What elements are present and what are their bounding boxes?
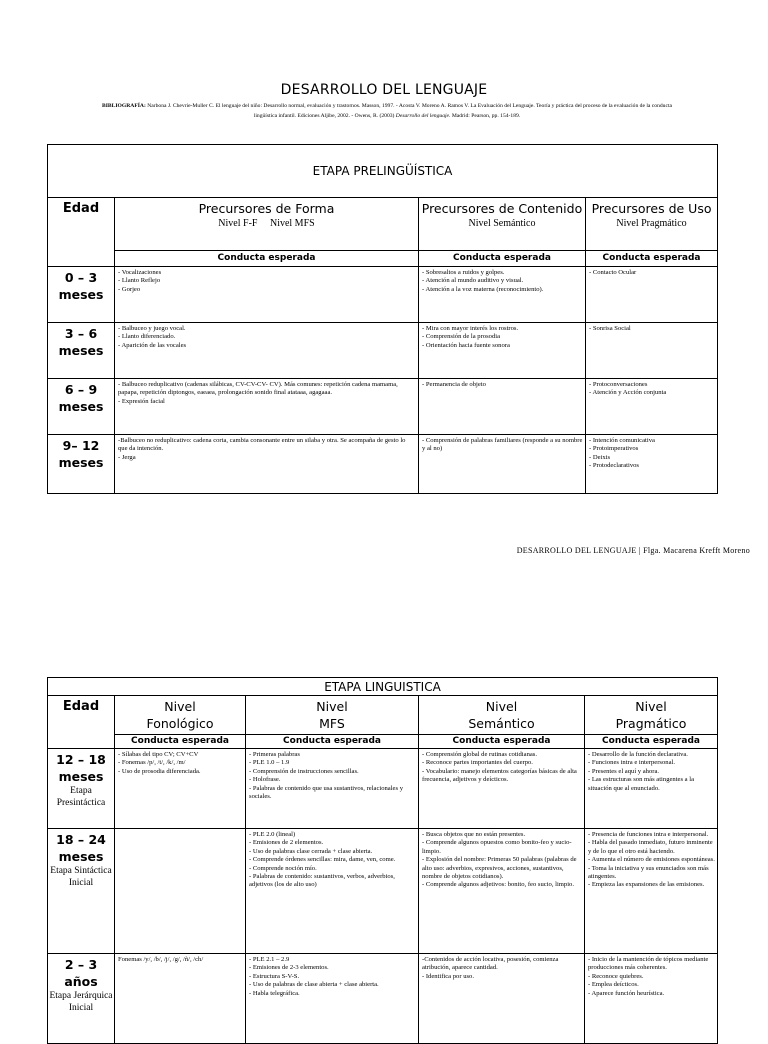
stage-label: Etapa Jerárquica Inicial [49,991,113,1013]
cell-line: - Expresión facial [118,397,165,405]
cell-line: -Balbuceo no reduplicativo: cadena corta, cambia consonante entre un silaba y otra. Se acompaña de gesto lo que da intención. [118,437,406,453]
cell-line: - Uso de palabras de clase abierta + clase abierta. [249,981,379,989]
uso-cell [586,323,718,379]
cell-line: - Reconoce quiebres. [588,972,644,980]
cell-line: - Protoconversaciones [589,381,648,388]
stage1-col-forma-sub: Nivel F-F Nivel MFS [218,218,315,229]
cell-line: - Mira con mayor interés los rostros. [422,325,519,332]
cell-line: - Protoimperativos [589,445,639,453]
forma-cell [115,323,419,379]
bibliography-italic: Desarrollo del lenguaje. [395,113,451,119]
semantico-cell [419,954,585,1044]
table-row [48,267,718,323]
cell-line: - Habla telegráfica. [249,989,300,997]
contenido-cell [419,267,586,323]
document-title: DESARROLLO DEL LENGUAJE [280,82,488,98]
mfs-cell [246,954,419,1044]
cell-line: - Empieza las expansiones de las emisiones. [588,881,705,889]
stage1-title: ETAPA PRELINGÜÍSTICA [48,145,718,198]
forma-cell [115,267,419,323]
cell-line: - Atención y Acción conjunta [589,389,667,397]
stage1-conducta-contenido: Conducta esperada [419,251,586,267]
age-cell [48,954,115,1044]
forma-cell [115,379,419,435]
cell-line: - PLE 2.0 (lineal) [249,831,296,838]
bibliography-text: Narbona J. Chevrie-Muller C. El lenguaje del niño: Desarrollo normal, evaluación y trastornos. Masson, 1997. - Acosta V. Moreno A. Ramos V. La Evaluación del Lenguaje. Teoría y práctica del proceso de la evaluación de la conducta lingüística infantil. Ediciones Aljibe, 2002. - Owens, R. (2003) [145,103,672,119]
stage1-col-forma [115,198,419,251]
age-label: 18 – 24 meses [56,832,106,864]
stage1-col-contenido [419,198,586,251]
pragmatico-cell [585,954,718,1044]
cell-line: - PLE 2.1 – 2.9 [249,956,290,963]
table-row [48,323,718,379]
cell-line: - Busca objetos que no están presentes. [422,831,526,838]
cell-line: - Atención a la voz materna (reconocimiento). [422,285,544,293]
cell-line: - Comprensión de instrucciones sencillas. [249,767,359,775]
contenido-cell [419,323,586,379]
cell-line: - PLE 1.0 – 1.9 [249,759,290,767]
cell-line: - Las estructuras son más atingentes a la situación que al enunciado. [588,776,695,792]
stage1-conducta-uso: Conducta esperada [586,251,718,267]
mfs-cell [246,829,419,954]
stage2-col-mfs: Nivel MFS [246,696,419,735]
prelinguistic-table [47,144,718,494]
cell-line: - Palabras de contenido: sustantivos, verbos, adverbios, adjetivos (los de alto uso) [249,873,395,889]
semantico-cell [419,749,585,829]
cell-line: - Comprende algunos adjetivos: bonito, feo sucio, limpio. [422,881,575,889]
stage1-conducta-forma: Conducta esperada [115,251,419,267]
stage2-col-edad: Edad [48,696,115,749]
cell-line: - Gorjeo [118,285,141,293]
semantico-cell [419,829,585,954]
cell-line: - Inicio de la mantención de tópicos mediante producciones más coherentes. [588,956,709,972]
age-label: 2 – 3 años [64,957,98,989]
cell-line: - Estructura S-V-S. [249,972,300,980]
cell-line: - Intención comunicativa [589,437,655,444]
cell-line: - Vocabulario: manejo elementos categorías básicas de alta frecuencia, adjetivos y deícticos. [422,767,577,784]
cell-line: - Emisiones de 2 elementos. [249,839,324,847]
cell-line: - Aparición de las vocales [118,341,187,349]
cell-line: - Uso de prosodia diferenciada. [118,767,201,775]
cell-line: - Sonrisa Social [589,325,631,332]
cell-line: - Llanto Reflejo [118,277,161,285]
mfs-cell [246,749,419,829]
stage2-conducta-prag: Conducta esperada [585,735,718,749]
table-row [48,379,718,435]
cell-line: - Vocalizaciones [118,269,162,276]
table-row [48,954,718,1044]
cell-line: - Comprende noción mío. [249,864,317,872]
stage2-title: ETAPA LINGUISTICA [48,678,718,696]
stage2-conducta-fon: Conducta esperada [115,735,246,749]
stage1-col-uso-label: Precursores de Uso [591,201,712,216]
fonologico-cell [115,749,246,829]
cell-line: - Llanto diferenciado. [118,333,176,341]
bibliography-tail: Madrid: Pearson, pp. 154-189. [450,113,521,119]
contenido-cell [419,435,586,494]
age-label: 12 – 18 meses [56,752,106,784]
page-footer: DESARROLLO DEL LENGUAJE | Flga. Macarena Krefft Moreno [516,546,750,555]
cell-line: - Presentes el aquí y ahora. [588,767,660,775]
age-cell [48,829,115,954]
cell-line: - Primeras palabras [249,751,300,758]
stage2-col-fonologico: Nivel Fonológico [115,696,246,735]
stage2-col-pragmatico: Nivel Pragmático [585,696,718,735]
age-cell: 3 – 6 meses [48,323,115,379]
cell-line: - Comprensión de palabras familiares (responde a su nombre y al no) [422,437,583,453]
cell-line: - Aparece función heurística. [588,989,665,997]
cell-line: - Deixis [589,453,611,461]
pragmatico-cell [585,829,718,954]
forma-cell [115,435,419,494]
fonologico-cell [115,954,246,1044]
stage2-conducta-mfs: Conducta esperada [246,735,419,749]
cell-line: -Contenidos de acción locativa, posesión, comienza atribución, aparece cantidad. [422,956,559,972]
age-cell: 0 – 3 meses [48,267,115,323]
stage1-col-edad: Edad [48,198,115,267]
cell-line: - Identifica por uso. [422,972,474,980]
cell-line: - Jerga [118,453,136,461]
cell-line: - Balbuceo reduplicativo (cadenas silábicas, CV-CV-CV- CV). Más comunes: repetición cadena mamama, papapa, repetición diptongos, eaeaea, prolongación sonido final atataaa, agagaaa. [118,381,398,397]
cell-line: - Contacto Ocular [589,269,637,276]
cell-line: - Protodeclarativos [589,462,639,470]
cell-line: - Funciones intra e interpersonal. [588,759,675,767]
uso-cell [586,379,718,435]
cell-line: - Toma la iniciativa y sus enunciados son más atingentes. [588,864,709,881]
cell-line: - Comprende algunos opuestos como bonito-feo y sucio-limpio. [422,839,572,855]
linguistic-table [47,677,718,1044]
cell-line: - Fonemas /p/, /t/, /k/, /m/ [118,759,186,767]
cell-line: - Comprende órdenes sencillas: mira, dame, ven, come. [249,856,396,864]
table-row [48,749,718,829]
stage1-col-forma-label: Precursores de Forma [198,201,335,216]
cell-line: - Holofrase. [249,776,281,784]
cell-line: - Comprensión global de rutinas cotidianas. [422,751,538,758]
contenido-cell [419,379,586,435]
stage2-col-semantico: Nivel Semántico [419,696,585,735]
age-cell [48,749,115,829]
cell-line: - Habla del pasado inmediato, futuro inminente y de lo que el otro está haciendo. [588,839,713,855]
cell-line: - Comprensión de la prosodia [422,333,501,341]
bibliography-label: BIBLIOGRAFÍA: [102,103,146,109]
uso-cell [586,267,718,323]
cell-line: - Explosión del nombre: Primeras 50 palabras (palabras de alto uso: adverbios, expresivos, acciones, sustantivos, nombre de objetos cotidianos). [422,856,577,881]
cell-line: - Sobresaltos a ruidos y golpes. [422,269,505,276]
cell-line: - Palabras de contenido que usa sustantivos, relacionales y sociales. [249,784,403,801]
cell-line: - Atención al mundo auditivo y visual. [422,277,524,285]
cell-line: - Presencia de funciones intra e interpersonal. [588,831,709,838]
age-cell: 6 – 9 meses [48,379,115,435]
cell-line: Fonemas /y/, /b/, /j/, /g/, /ñ/, /ch/ [118,956,204,963]
stage-label: Etapa Sintáctica Inicial [50,866,112,888]
pragmatico-cell [585,749,718,829]
cell-line: - Aumenta el número de emisiones espontáneas. [588,856,715,864]
cell-line: - Uso de palabras clase cerrada + clase abierta. [249,847,373,855]
stage-label: Etapa Presintáctica [56,786,106,808]
bibliography [92,101,682,121]
cell-line: - Balbuceo y juego vocal. [118,325,186,332]
stage2-conducta-sem: Conducta esperada [419,735,585,749]
fonologico-cell [115,829,246,954]
table-row [48,829,718,954]
cell-line: - Desarrollo de la función declarativa. [588,751,688,758]
age-cell: 9– 12 meses [48,435,115,494]
stage1-col-contenido-label: Precursores de Contenido [421,201,583,216]
stage1-col-uso [586,198,718,251]
cell-line: - Sílabas del tipo CV; CV+CV [118,751,199,758]
stage1-col-uso-sub: Nivel Pragmático [616,218,687,229]
uso-cell [586,435,718,494]
cell-line: - Orientación hacia fuente sonora [422,341,510,349]
cell-line: - Reconoce partes importantes del cuerpo. [422,759,533,767]
cell-line: - Emplea deícticos. [588,981,639,989]
cell-line: - Permanencia de objeto [422,381,486,388]
stage1-col-contenido-sub: Nivel Semántico [468,218,536,229]
cell-line: - Emisiones de 2-3 elementos. [249,964,329,972]
table-row [48,435,718,494]
